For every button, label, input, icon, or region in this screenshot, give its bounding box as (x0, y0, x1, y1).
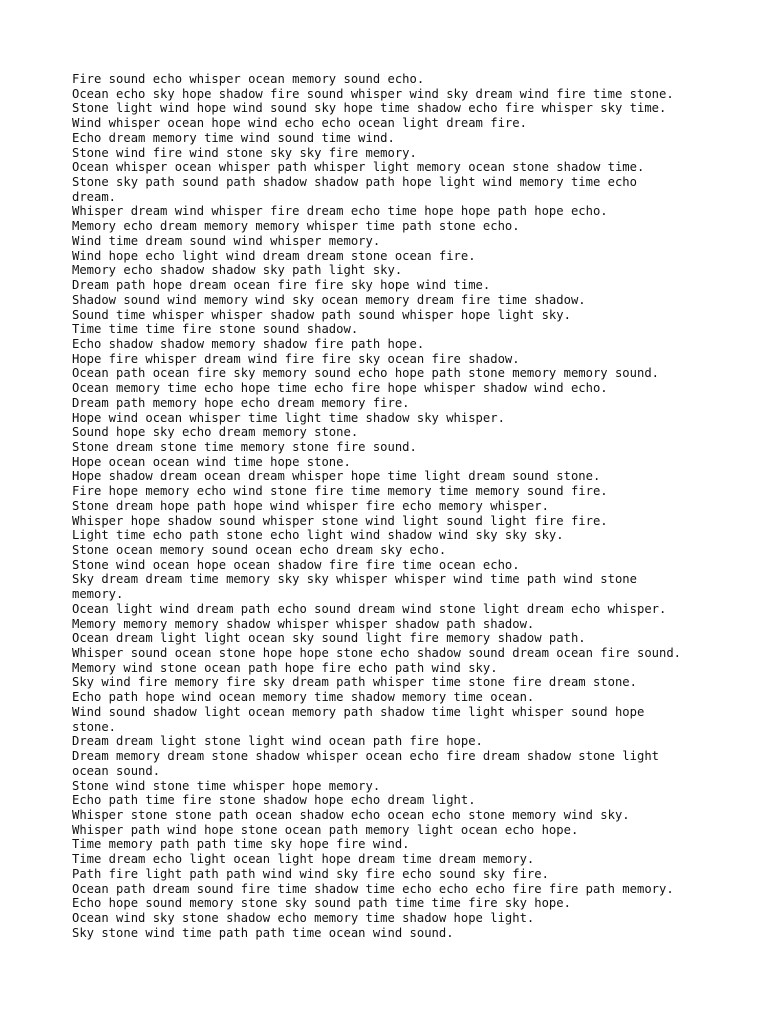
text-line: Wind time dream sound wind whisper memory. (72, 233, 381, 248)
text-line: Stone dream stone time memory stone fire sound. (72, 439, 417, 454)
text-line: Stone light wind hope wind sound sky hope time shadow echo fire whisper sky time. (72, 101, 667, 116)
text-line: Ocean light wind dream path echo sound dream wind stone light dream echo whisper. (72, 601, 667, 616)
text-line: Wind whisper ocean hope wind echo echo ocean light dream fire. (72, 116, 527, 131)
text-line: Whisper sound ocean stone hope hope stone echo shadow sound dream ocean fire sound. (72, 646, 682, 661)
text-line: Whisper stone stone path ocean shadow echo ocean echo stone memory wind sky. (72, 807, 630, 822)
text-line: Ocean whisper ocean whisper path whisper light memory ocean stone shadow time. (72, 160, 645, 175)
text-line: Sky dream dream time memory sky sky whisper whisper wind time path wind stone memory. (72, 572, 637, 602)
text-line: Dream dream light stone light wind ocean path fire hope. (72, 734, 483, 749)
text-line: Ocean echo sky hope shadow fire sound whisper wind sky dream wind fire time stone. (72, 86, 674, 101)
text-line: Stone wind stone time whisper hope memory. (72, 778, 381, 793)
text-line: Echo path time fire stone shadow hope echo dream light. (72, 793, 476, 808)
text-line: Light time echo path stone echo light wind shadow wind sky sky sky. (72, 528, 564, 543)
text-line: Ocean dream light light ocean sky sound light fire memory shadow path. (72, 631, 586, 646)
text-line: Echo dream memory time wind sound time wind. (72, 130, 395, 145)
text-line: Hope wind ocean whisper time light time shadow sky whisper. (72, 410, 505, 425)
text-line: Sky wind fire memory fire sky dream path whisper time stone fire dream stone. (72, 675, 637, 690)
text-line: Echo hope sound memory stone sky sound path time time fire sky hope. (72, 896, 571, 911)
text-line: Stone wind ocean hope ocean shadow fire fire time ocean echo. (72, 557, 520, 572)
text-line: Memory echo shadow shadow sky path light sky. (72, 263, 403, 278)
text-line: Echo path hope wind ocean memory time shadow memory time ocean. (72, 690, 535, 705)
text-line: Shadow sound wind memory wind sky ocean memory dream fire time shadow. (72, 292, 586, 307)
text-line: Ocean wind sky stone shadow echo memory time shadow hope light. (72, 910, 535, 925)
text-line: Dream path hope dream ocean fire fire sky hope wind time. (72, 278, 491, 293)
text-line: Ocean path dream sound fire time shadow time echo echo echo fire fire path memory. (72, 881, 674, 896)
text-line: Sound time whisper whisper shadow path sound whisper hope light sky. (72, 307, 571, 322)
text-line: Memory memory memory shadow whisper whisper shadow path shadow. (72, 616, 535, 631)
text-line: Dream path memory hope echo dream memory fire. (72, 395, 410, 410)
document-page (72, 72, 702, 940)
text-line: Sky stone wind time path path time ocean wind sound. (72, 925, 454, 940)
text-line: Wind sound shadow light ocean memory path shadow time light whisper sound hope stone. (72, 704, 645, 734)
text-line: Memory wind stone ocean path hope fire echo path wind sky. (72, 660, 498, 675)
text-line: Wind hope echo light wind dream dream stone ocean fire. (72, 248, 476, 263)
text-line: Hope ocean ocean wind time hope stone. (72, 454, 351, 469)
text-line: Hope shadow dream ocean dream whisper hope time light dream sound stone. (72, 469, 601, 484)
text-line: Path fire light path path wind wind sky fire echo sound sky fire. (72, 866, 549, 881)
text-line: Ocean memory time echo hope time echo fire hope whisper shadow wind echo. (72, 381, 608, 396)
text-line: Hope fire whisper dream wind fire fire sky ocean fire shadow. (72, 351, 520, 366)
text-line: Fire hope memory echo wind stone fire time memory time memory sound fire. (72, 484, 608, 499)
text-line: Dream memory dream stone shadow whisper ocean echo fire dream shadow stone light ocean sound. (72, 749, 659, 778)
text-line: Stone wind fire wind stone sky sky fire memory. (72, 145, 417, 160)
text-line: Time time time fire stone sound shadow. (72, 322, 359, 337)
text-line: Sound hope sky echo dream memory stone. (72, 425, 359, 440)
text-line: Stone dream hope path hope wind whisper fire echo memory whisper. (72, 498, 549, 513)
text-line: Ocean path ocean fire sky memory sound echo hope path stone memory memory sound. (72, 366, 659, 381)
text-line: Whisper hope shadow sound whisper stone wind light sound light fire fire. (72, 513, 608, 528)
text-line: Time dream echo light ocean light hope dream time dream memory. (72, 852, 535, 867)
text-line: Memory echo dream memory memory whisper time path stone echo. (72, 219, 520, 234)
text-line: Whisper dream wind whisper fire dream echo time hope hope path hope echo. (72, 204, 608, 219)
text-line: Stone ocean memory sound ocean echo dream sky echo. (72, 543, 447, 557)
text-line: Whisper path wind hope stone ocean path memory light ocean echo hope. (72, 822, 579, 837)
text-line: Echo shadow shadow memory shadow fire path hope. (72, 336, 425, 351)
text-line: Stone sky path sound path shadow shadow path hope light wind memory time echo dream. (72, 175, 637, 204)
text-line: Time memory path path time sky hope fire wind. (72, 837, 410, 852)
text-line: Fire sound echo whisper ocean memory sound echo. (72, 72, 425, 86)
